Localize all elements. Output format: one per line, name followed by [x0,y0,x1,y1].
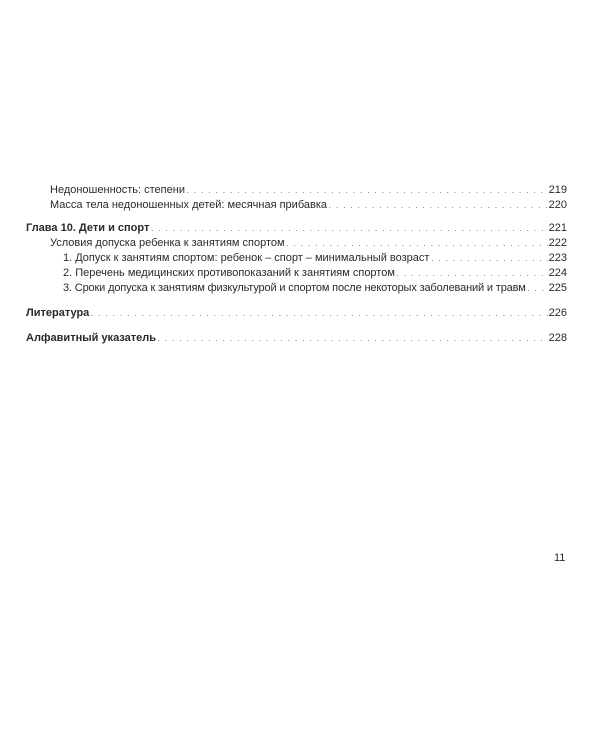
toc-chapter-entry[interactable] [26,221,567,236]
toc-chapter-label: Литература [26,307,90,319]
dot-leader [527,283,548,297]
toc-subentry[interactable] [26,251,567,266]
dot-leader [157,333,548,347]
toc-entry-page: 219 [548,184,567,196]
toc-chapter-label: Алфавитный указатель [26,332,157,344]
dot-leader [396,268,548,282]
toc-entry-page: 222 [548,237,567,249]
toc-entry-label: Условия допуска ребенка к занятиям спортом [50,237,285,249]
toc-subentry-label: 2. Перечень медицинских противопоказаний к занятиям спортом [63,267,395,279]
toc-entry[interactable] [26,183,567,198]
toc-chapter-entry[interactable] [26,306,567,321]
toc-entry-page: 220 [548,199,567,211]
dot-leader [186,185,548,199]
toc-entry-page: 221 [548,222,567,234]
page-number: 11 [554,552,566,564]
toc-subentry-label: 3. Сроки допуска к занятиям физкультурой и спортом после некоторых заболеваний и травм [63,282,526,294]
toc-subentry[interactable] [26,266,567,281]
toc-subentry-label: 1. Допуск к занятиям спортом: ребенок – спорт – минимальный возраст [63,252,430,264]
dot-leader [328,200,548,214]
toc-entry-page: 228 [548,332,567,344]
toc-entry-page: 226 [548,307,567,319]
toc-chapter-label: Глава 10. Дети и спорт [26,222,150,234]
dot-leader [286,238,548,252]
dot-leader [150,223,547,237]
dot-leader [430,253,547,267]
toc-entry-label: Масса тела недоношенных детей: месячная прибавка [50,199,328,211]
toc-entry-label: Недоношенность: степени [50,184,185,196]
table-of-contents [26,183,567,346]
toc-entry[interactable] [26,198,567,213]
toc-chapter-entry[interactable] [26,331,567,346]
toc-subentry[interactable] [26,281,567,296]
toc-entry-page: 223 [548,252,567,264]
dot-leader [90,308,547,322]
toc-entry-page: 225 [548,282,567,294]
toc-entry-page: 224 [548,267,567,279]
toc-entry[interactable] [26,236,567,251]
